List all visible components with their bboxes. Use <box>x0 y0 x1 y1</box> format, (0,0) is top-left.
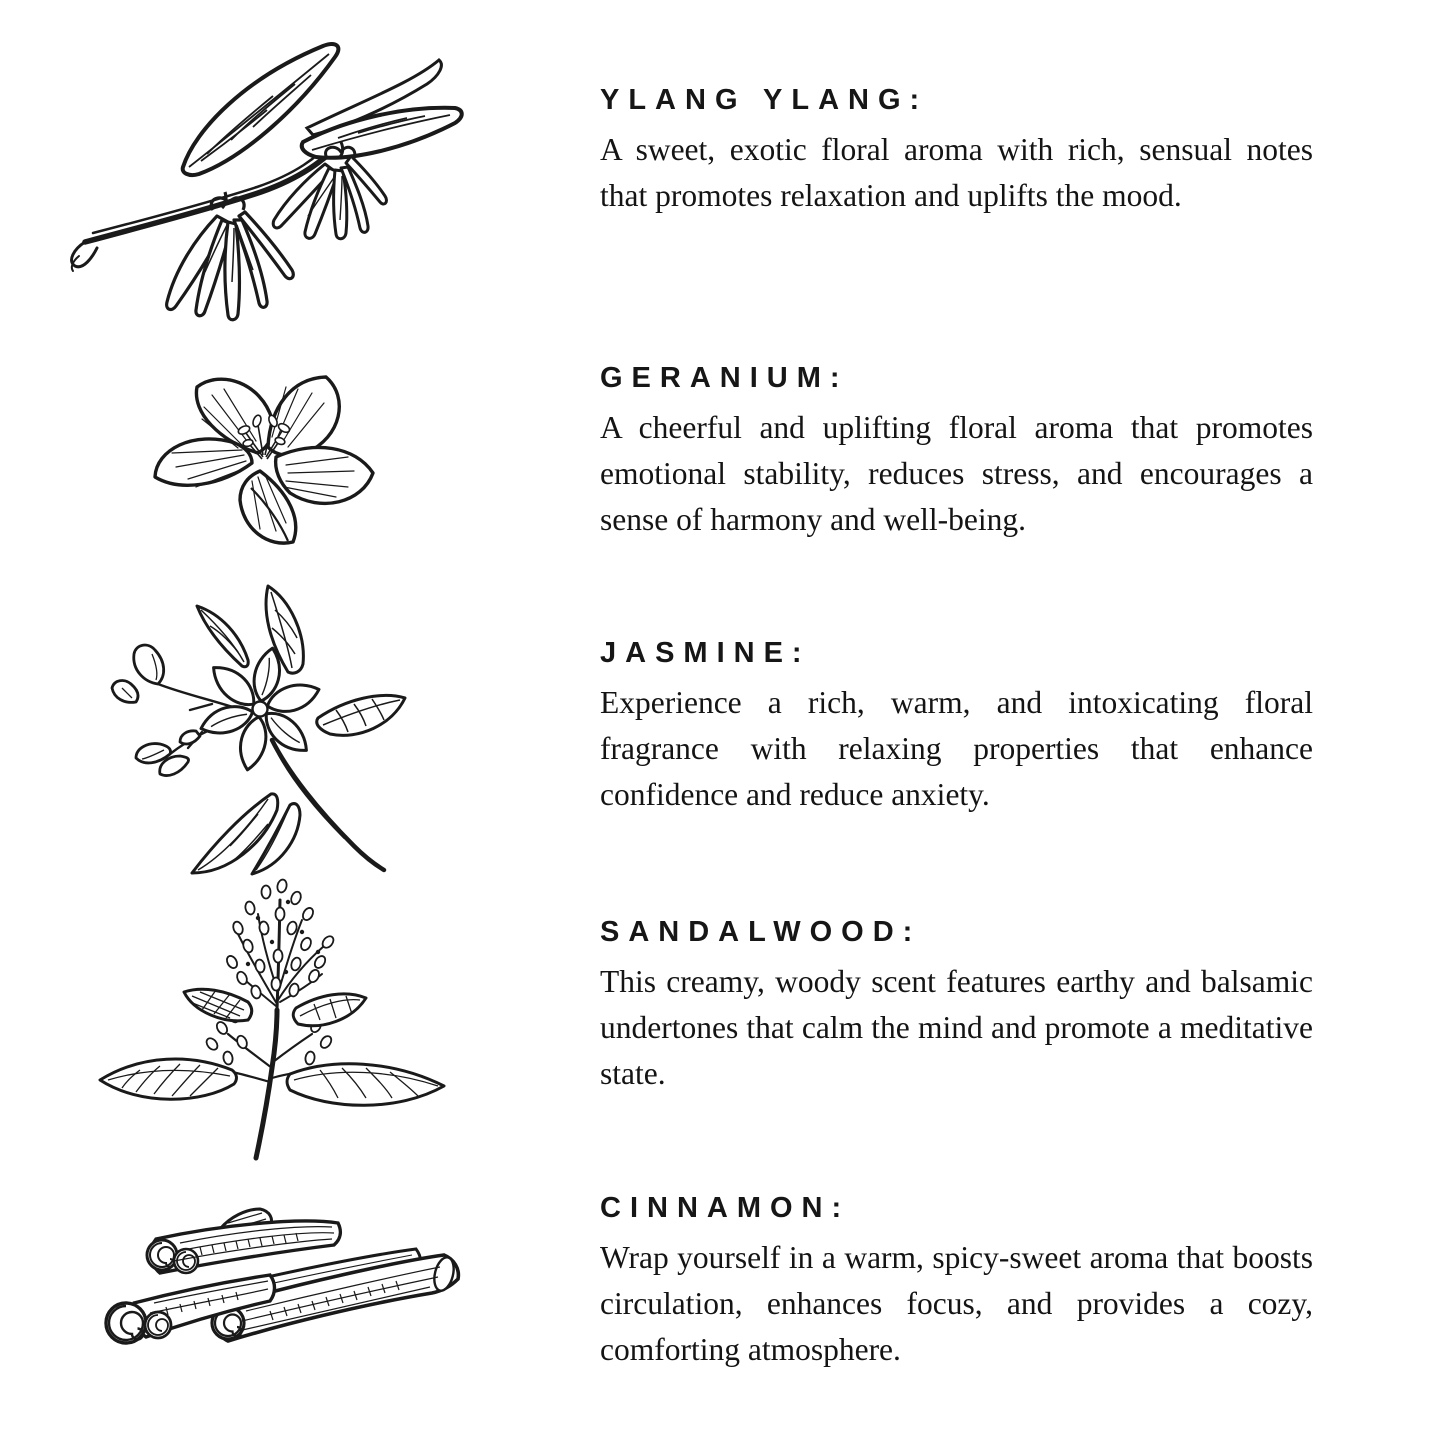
jasmine-flower-illustration <box>92 582 422 882</box>
geranium-flower-illustration <box>100 345 420 585</box>
jasmine-text-block <box>600 633 1313 818</box>
sandalwood-heading: SANDALWOOD: <box>600 916 922 948</box>
geranium-description: A cheerful and uplifting floral aroma that promotes emotional stability, reduces stress, and encourages a sense of harmony and well-being. <box>600 410 1313 537</box>
sandalwood-icon <box>80 872 465 1162</box>
jasmine-icon <box>92 582 422 882</box>
ylang-ylang-branch-illustration <box>55 30 515 335</box>
ylang-ylang-heading: YLANG YLANG: <box>600 84 929 116</box>
jasmine-heading: JASMINE: <box>600 637 811 669</box>
cinnamon-icon <box>70 1195 470 1390</box>
ylang-ylang-text-block <box>600 80 1313 219</box>
geranium-icon <box>100 345 420 585</box>
cinnamon-heading: CINNAMON: <box>600 1192 851 1224</box>
ylang-ylang-description: A sweet, exotic floral aroma with rich, sensual notes that promotes relaxation and uplifts the mood. <box>600 132 1313 213</box>
sandalwood-text-block <box>600 912 1313 1097</box>
jasmine-description: Experience a rich, warm, and intoxicating floral fragrance with relaxing properties that enhance confidence and reduce anxiety. <box>600 685 1313 812</box>
sandalwood-branch-illustration <box>80 872 465 1162</box>
geranium-text-block <box>600 358 1313 543</box>
cinnamon-text-block <box>600 1188 1313 1373</box>
cinnamon-description: Wrap yourself in a warm, spicy-sweet aroma that boosts circulation, enhances focus, and provides a cozy, comforting atmosphere. <box>600 1240 1313 1367</box>
sandalwood-description: This creamy, woody scent features earthy and balsamic undertones that calm the mind and promote a meditative state. <box>600 964 1313 1091</box>
ylang-ylang-icon <box>55 30 515 335</box>
geranium-heading: GERANIUM: <box>600 362 849 394</box>
cinnamon-sticks-illustration <box>70 1195 470 1390</box>
